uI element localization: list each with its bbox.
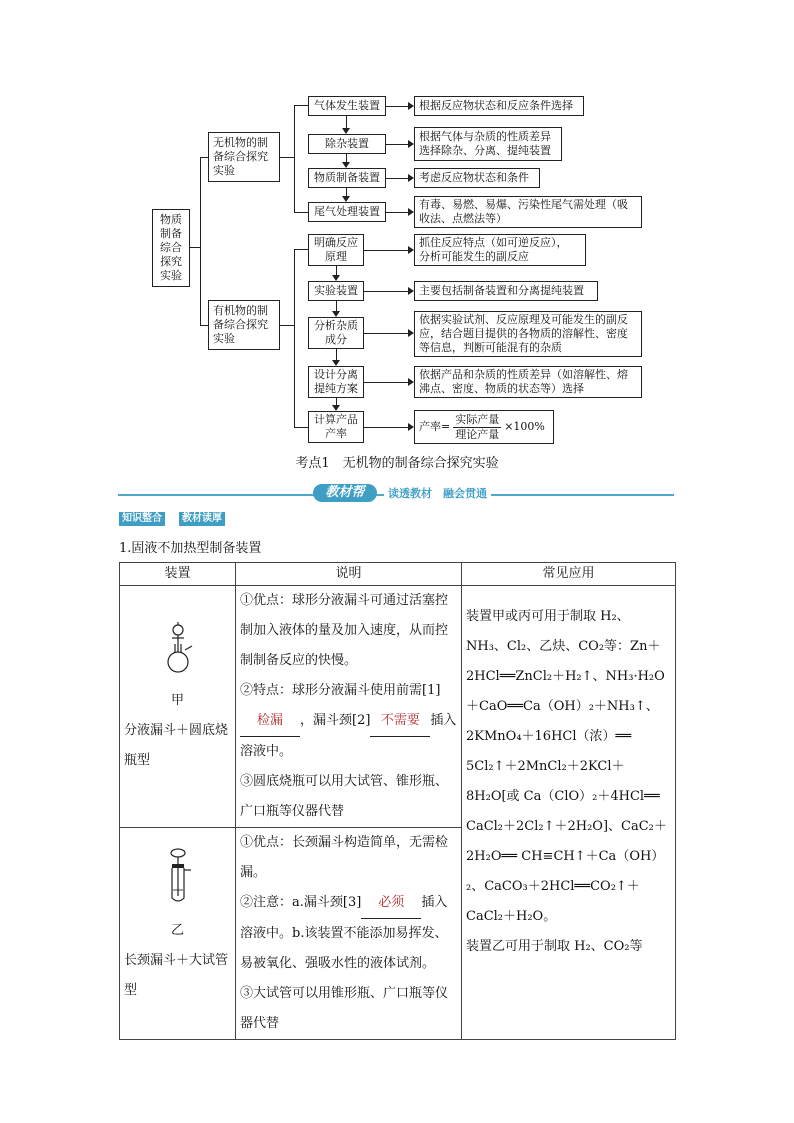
connector [294, 249, 308, 250]
connector [294, 105, 308, 106]
note-tail-gas: 有毒、易燃、易爆、污染性尾气需处理（吸 收法、点燃法等） [414, 196, 642, 228]
device-cell [120, 586, 236, 828]
header-description: 说明 [236, 563, 462, 586]
note-separation-plan: 依据产品和杂质的性质差异（如溶解性、熔 沸点、密度、物质的状态等）选择 [414, 366, 642, 398]
note-impurity-removal: 根据气体与杂质的性质差异 选择除杂、分离、提纯装置 [414, 127, 562, 161]
desc-text: ②特点：球形分液漏斗使用前需[1] [240, 683, 441, 698]
tag-knowledge: 知识整合 [119, 512, 165, 526]
step-apparatus: 实验装置 [308, 281, 364, 301]
step-reaction-principle: 明确反应 原理 [308, 234, 364, 266]
connector [190, 247, 200, 248]
arrow-line [346, 188, 347, 196]
step-gas-generation: 气体发生装置 [308, 96, 386, 116]
step-substance-preparation: 物质制备装置 [308, 168, 386, 188]
arrow-head [332, 405, 340, 411]
desc-advantage: ①优点：球形分液漏斗可通过活塞控制加入液体的量及加入速度，从而控制制备反应的快慢。 [240, 593, 449, 668]
blank-answer: 检漏 [240, 706, 300, 737]
blank-answer: 不需要 [370, 706, 430, 737]
arrow-line [336, 301, 337, 311]
arrow-head [332, 311, 340, 317]
device-desc: 长颈漏斗＋大试管 型 [124, 953, 229, 998]
yield-numerator: 实际产量 [455, 412, 500, 426]
connector [200, 325, 208, 326]
blank-answer: 必须 [361, 888, 421, 919]
separatory-funnel-flask-icon [124, 586, 231, 686]
connector [294, 212, 308, 213]
desc-replacement: ③圆底烧瓶可以用大试管、锥形瓶、广口瓶等仪器代替 [240, 774, 449, 819]
arrow-line [346, 154, 347, 162]
yield-suffix: ×100% [504, 420, 545, 433]
banner-pill: 教材帮 [313, 484, 377, 502]
arrow-head [342, 196, 350, 202]
arrow-line [364, 427, 408, 428]
description-cell [236, 586, 462, 828]
description-cell [236, 828, 462, 1040]
connector [200, 157, 201, 325]
arrow-line [386, 144, 408, 145]
organic-node: 有机物的制 备综合探究 实验 [208, 300, 280, 350]
arrow-head [342, 128, 350, 134]
arrow-line [386, 178, 408, 179]
device-cell [120, 828, 236, 1040]
desc-text: ②注意：a.漏斗颈[3] [240, 895, 362, 910]
banner [118, 484, 674, 506]
yield-denominator: 理论产量 [455, 427, 500, 441]
connector [294, 249, 295, 427]
connector [294, 105, 295, 212]
desc-text: 插入溶液中。b.该装置不能添加易挥发、易被氧化、强吸水性的液体试剂。 [240, 895, 448, 971]
arrow-head [342, 162, 350, 168]
arrow-line [336, 266, 337, 275]
arrow-head [332, 275, 340, 281]
device-desc: 分液漏斗＋圆底烧 瓶型 [124, 723, 229, 768]
step-impurity-analysis: 分析杂质 成分 [308, 317, 364, 349]
banner-subtitle: 读透教材 融会贯通 [384, 485, 491, 501]
desc-note [240, 888, 457, 979]
table-header-row [120, 563, 676, 586]
note-substance-preparation: 考虑反应物状态和条件 [414, 168, 540, 188]
yield-fraction [453, 413, 501, 442]
table-row [120, 586, 676, 828]
step-yield: 计算产品 产率 [308, 411, 364, 443]
kp-title: 考点1 无机物的制备综合探究实验 [295, 456, 499, 471]
note-yield-formula [414, 410, 554, 444]
note-apparatus: 主要包括制备装置和分离提纯装置 [414, 281, 598, 301]
arrow-line [336, 398, 337, 405]
arrow-line [346, 116, 347, 128]
header-device: 装置 [120, 563, 236, 586]
desc-feature [240, 676, 457, 767]
device-name: 甲 [170, 693, 184, 708]
step-tail-gas: 尾气处理装置 [308, 202, 386, 222]
desc-text: 插入溶液中。 [240, 713, 457, 759]
connector [280, 325, 294, 326]
arrow-line [386, 212, 408, 213]
long-neck-funnel-tube-icon [124, 828, 231, 916]
application-text: 装置甲或丙可用于制取 H₂、 NH₃、Cl₂、乙炔、CO₂等：Zn＋ 2HCl══ZnCl₂＋H₂↑、NH₃·H₂O ＋CaO══Ca（OH）₂＋NH₃↑、 2KMnO₄＋16HCl（浓）══ 5Cl₂↑＋2MnCl₂＋2KCl＋ 8H₂O[或 Ca（ClO）₂＋4HCl══ CaCl₂＋2Cl₂↑＋2H₂O]、CaC₂＋ 2H₂O══ CH≡CH↑＋Ca（OH） ₂、CaCO₃＋2HCl══CO₂↑＋ CaCl₂＋H₂O。 装置乙可用于制取 H₂、CO₂等 [466, 609, 667, 954]
desc-advantage: ①优点：长颈漏斗构造简单，无需检漏。 [240, 835, 449, 880]
connector [200, 157, 208, 158]
connector [280, 157, 294, 158]
arrow-line [364, 250, 408, 251]
step-impurity-removal: 除杂装置 [308, 134, 386, 154]
inorganic-node: 无机物的制 备综合探究 实验 [208, 132, 280, 182]
note-impurity-analysis: 依据实验试剂、反应原理及可能发生的副反 应，结合题目提供的各物质的溶解性、密度 等信息，判断可能混有的杂质 [414, 311, 642, 357]
apparatus-table [119, 562, 676, 1040]
arrow-line [364, 291, 408, 292]
device-name: 乙 [170, 923, 184, 938]
yield-prefix: 产率= [419, 420, 451, 433]
desc-text: ，漏斗颈[2] [300, 713, 371, 728]
application-cell [462, 586, 676, 1040]
arrow-line [336, 349, 337, 360]
arrow-head [332, 360, 340, 366]
step-separation-plan: 设计分离 提纯方案 [308, 366, 364, 398]
connector [294, 427, 308, 428]
desc-replacement: ③大试管可以用锥形瓶、广口瓶等仪器代替 [240, 986, 449, 1031]
arrow-line [364, 333, 408, 334]
arrow-line [364, 382, 408, 383]
note-reaction-principle: 抓住反应特点（如可逆反应）， 分析可能发生的副反应 [414, 234, 586, 266]
root-node: 物质 制备 综合 探究 实验 [152, 209, 190, 287]
tag-textbook: 教材读厚 [179, 512, 225, 526]
note-gas-generation: 根据反应物状态和反应条件选择 [414, 96, 584, 116]
section-title: 1.固液不加热型制备装置 [119, 541, 262, 556]
arrow-line [386, 106, 408, 107]
header-application: 常见应用 [462, 563, 676, 586]
